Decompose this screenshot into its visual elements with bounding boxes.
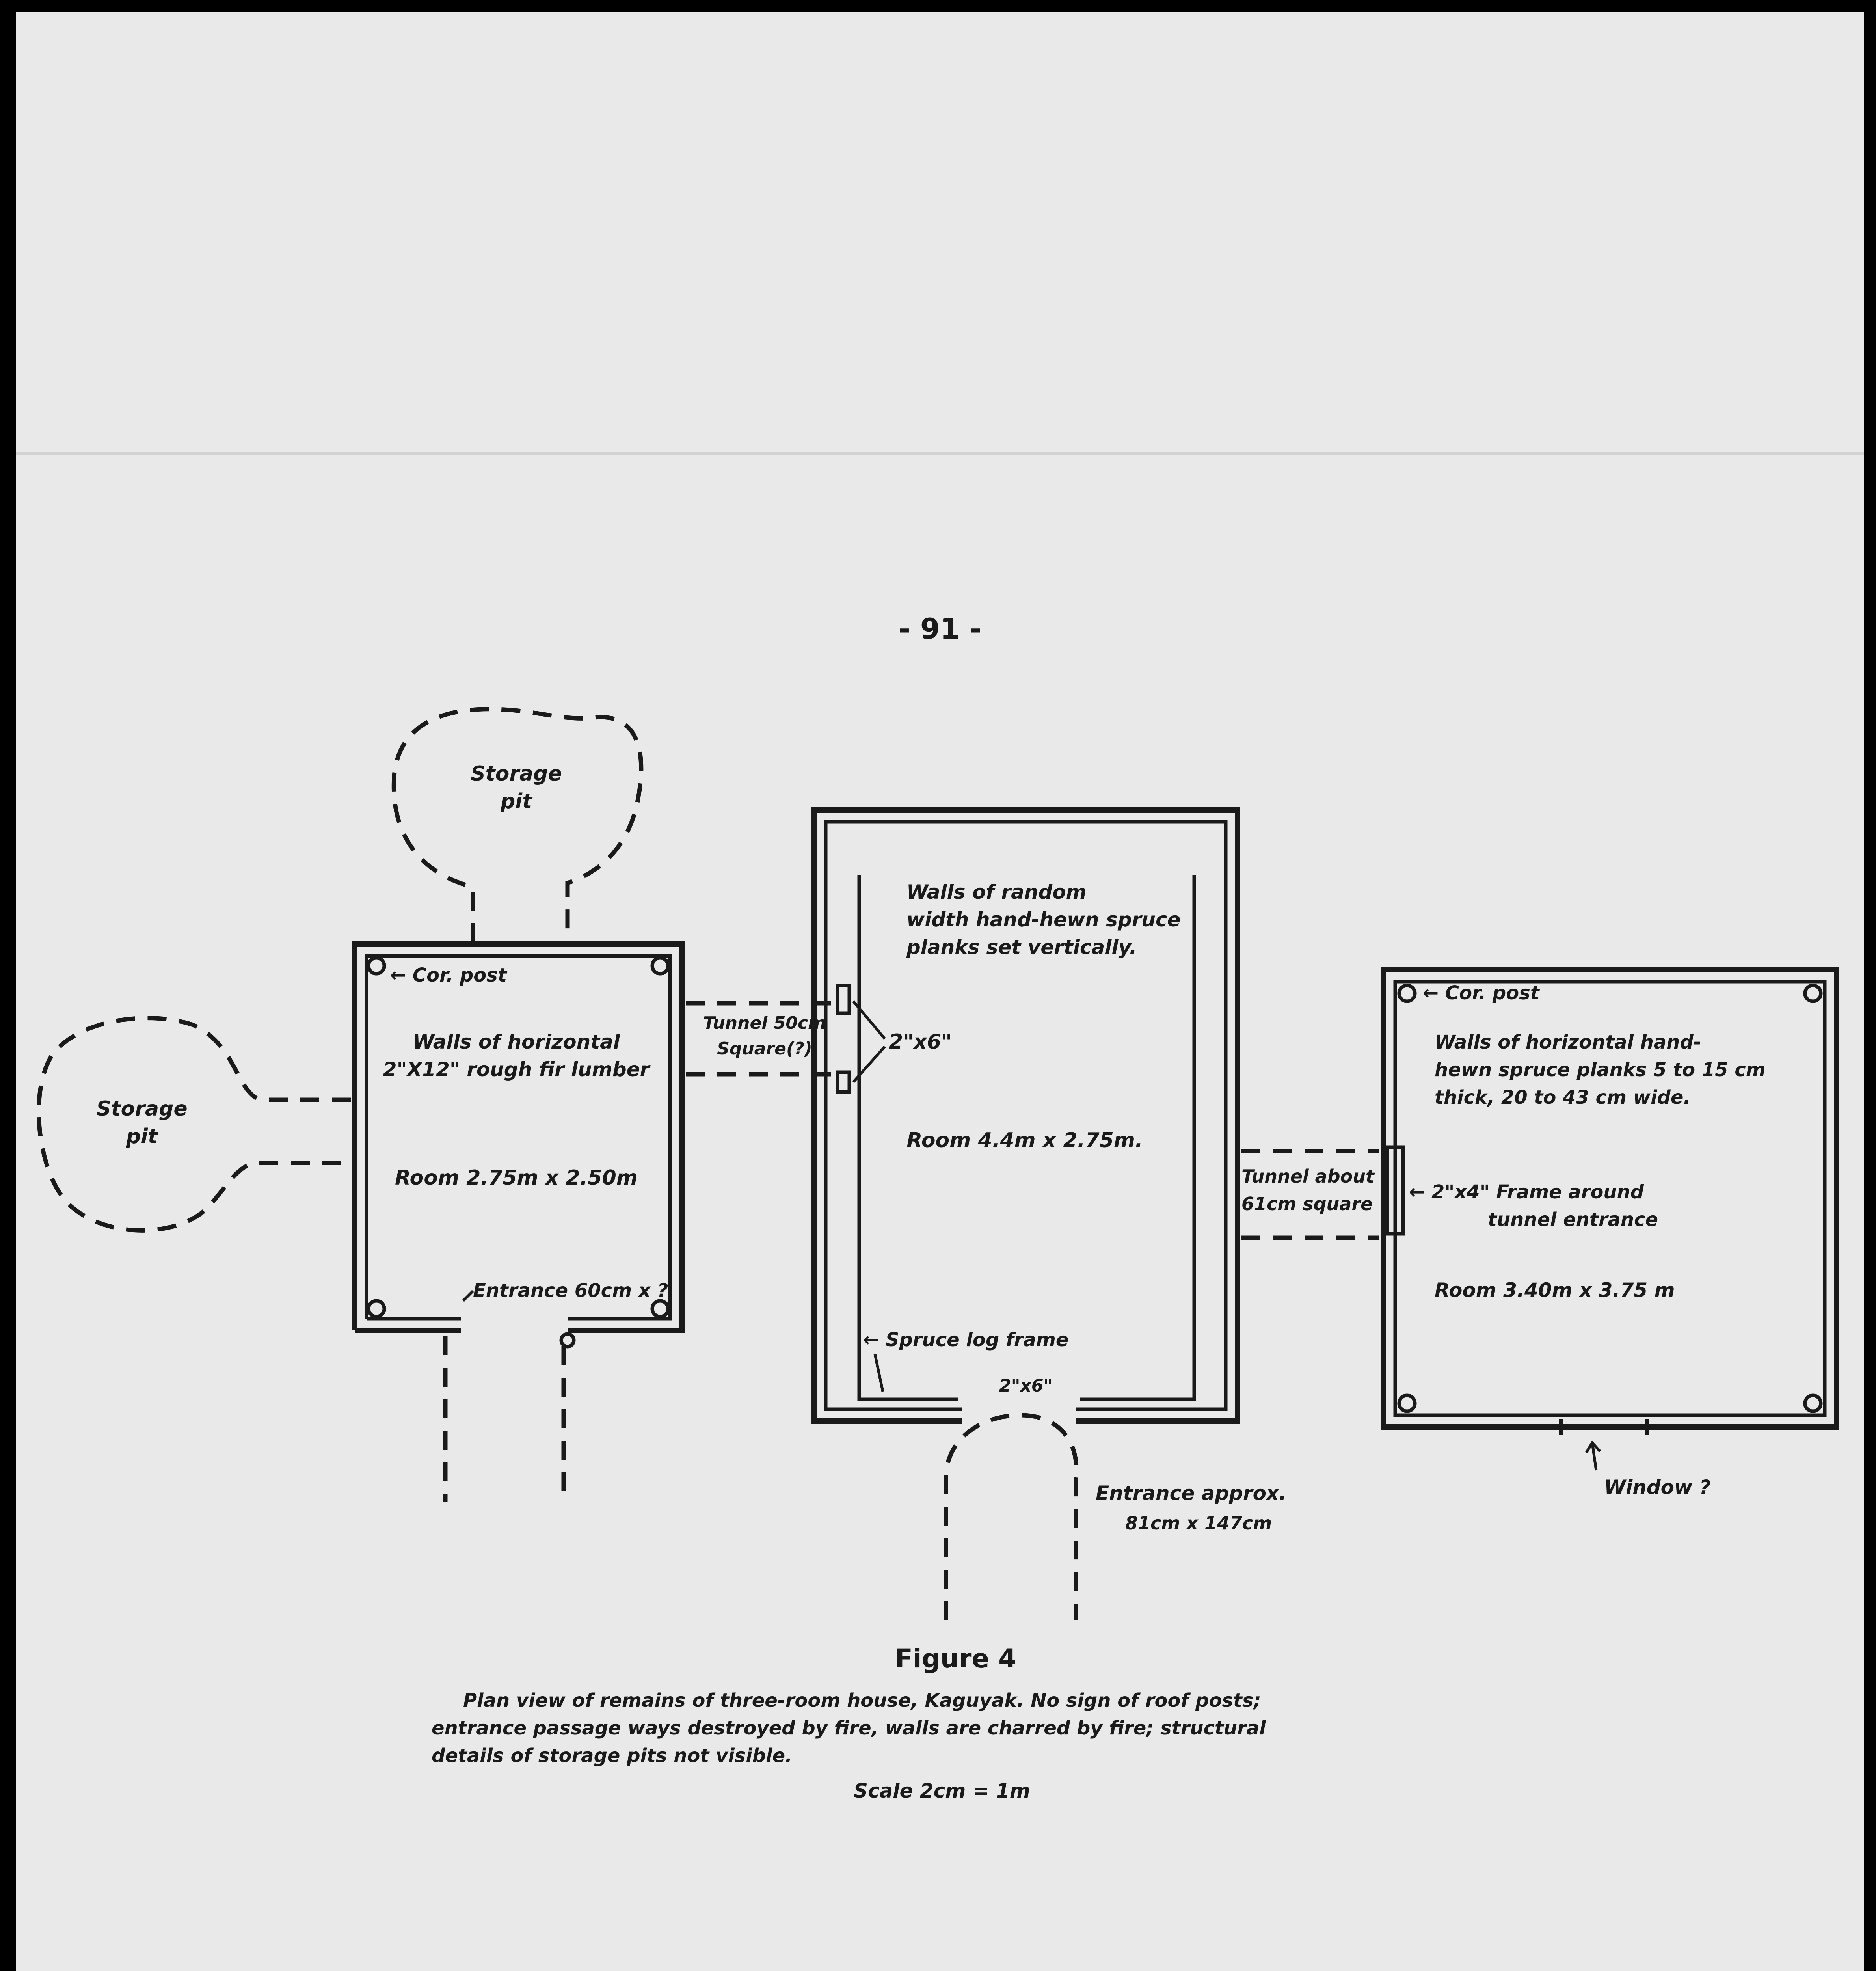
room3-window-label: Window ? xyxy=(1604,1476,1711,1499)
room1-size-label: Room 2.75m x 2.50m xyxy=(395,1166,638,1190)
room2-entrance-passage xyxy=(946,1415,1076,1620)
scale-label: Scale 2cm = 1m xyxy=(854,1779,1030,1802)
corner-post xyxy=(1805,1395,1821,1411)
storage-pit-left-label: pit xyxy=(126,1125,158,1148)
corner-post xyxy=(652,1301,668,1317)
tunnel1-label: Tunnel 50cm xyxy=(703,1013,826,1033)
window-arrow xyxy=(1586,1443,1600,1470)
document-page xyxy=(16,12,1864,1971)
room2-plank-label: 2"x6" xyxy=(889,1030,952,1054)
log-frame-arrow xyxy=(875,1354,883,1392)
storage-pit-top xyxy=(394,709,641,942)
room2-entrance-label: 81cm x 147cm xyxy=(1125,1513,1272,1534)
tunnel2-label: Tunnel about xyxy=(1241,1166,1374,1187)
tunnel2-label: 61cm square xyxy=(1241,1193,1373,1215)
room3-frame-label: tunnel entrance xyxy=(1488,1209,1658,1231)
corner-post xyxy=(1805,986,1821,1001)
corner-post xyxy=(652,958,668,974)
corner-post xyxy=(368,1301,384,1317)
storage-pit-left-label: Storage xyxy=(96,1097,188,1121)
entrance-arrow xyxy=(463,1291,473,1301)
storage-pit-top-label: pit xyxy=(501,790,532,813)
room2-entrance-label: Entrance approx. xyxy=(1096,1482,1287,1505)
room1-walls-label: Walls of horizontal xyxy=(412,1030,620,1053)
storage-pit-top-label: Storage xyxy=(471,762,562,786)
room3-corner-post-label: ← Cor. post xyxy=(1423,982,1539,1004)
house-plan-diagram xyxy=(16,12,1864,1971)
room1-corner-post-label: ← Cor. post xyxy=(390,964,507,986)
tunnel1-label: Square(?) xyxy=(717,1039,812,1059)
room2-walls-label: Walls of random xyxy=(906,881,1087,904)
room2-walls-label: planks set vertically. xyxy=(906,936,1137,959)
caption-line: Plan view of remains of three-room house, Kaguyak. No sign of roof posts; xyxy=(463,1690,1261,1712)
room3-walls-label: Walls of horizontal hand- xyxy=(1435,1031,1701,1053)
room2-size-label: Room 4.4m x 2.75m. xyxy=(906,1129,1143,1152)
room3-walls-label: hewn spruce planks 5 to 15 cm xyxy=(1435,1059,1766,1081)
corner-post xyxy=(1399,1395,1415,1411)
page-number: - 91 - xyxy=(898,612,982,645)
storage-pit-left xyxy=(39,1018,351,1231)
corner-post xyxy=(368,958,384,974)
plank-marker xyxy=(838,1072,849,1092)
room2-walls-label: width hand-hewn spruce xyxy=(906,908,1181,931)
caption-line: details of storage pits not visible. xyxy=(432,1745,793,1767)
caption-line: entrance passage ways destroyed by fire, walls are charred by fire; structural xyxy=(432,1717,1266,1739)
corner-post xyxy=(1399,986,1415,1001)
room3-size-label: Room 3.40m x 3.75 m xyxy=(1435,1279,1675,1302)
figure-title: Figure 4 xyxy=(895,1643,1017,1674)
room1-walls-label: 2"X12" rough fir lumber xyxy=(383,1058,650,1081)
corner-post xyxy=(561,1334,574,1347)
room2-sill-label: 2"x6" xyxy=(999,1376,1053,1396)
room3-frame-label: ← 2"x4" Frame around xyxy=(1409,1181,1644,1203)
room3-walls-label: thick, 20 to 43 cm wide. xyxy=(1435,1086,1691,1108)
room1-entrance-label: Entrance 60cm x ? xyxy=(473,1280,668,1302)
plank-marker xyxy=(838,986,849,1013)
room2-log-frame-label: ← Spruce log frame xyxy=(863,1329,1069,1351)
